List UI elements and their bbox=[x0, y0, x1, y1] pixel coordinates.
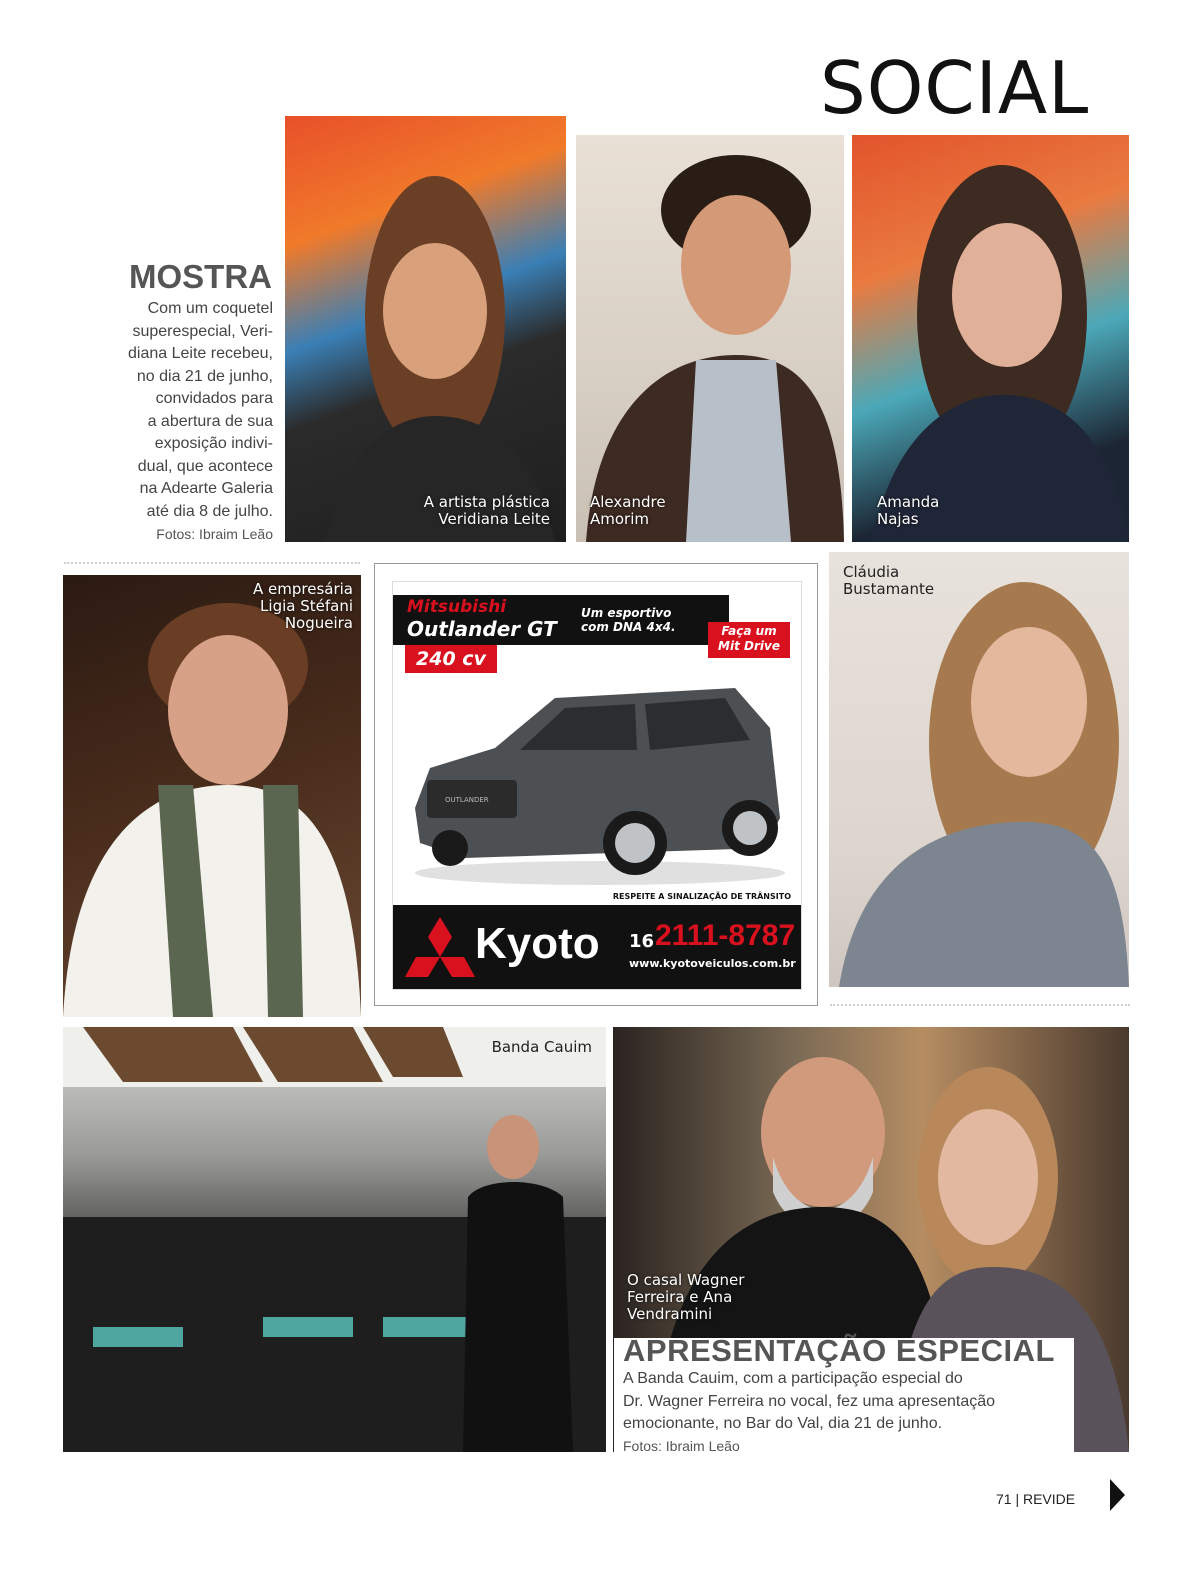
apresentacao-heading: APRESENTAÇÃO ESPECIAL bbox=[623, 1333, 1055, 1368]
ad-test-drive-badge[interactable]: Faça um Mit Drive bbox=[708, 622, 790, 658]
person-silhouette bbox=[576, 135, 844, 542]
mostra-line: dual, que acontece bbox=[137, 457, 273, 475]
ad-model-banner bbox=[393, 595, 729, 645]
ad-phone[interactable]: 2111-8787 bbox=[655, 919, 796, 952]
mostra-line: superespecial, Veri- bbox=[132, 322, 273, 340]
car-wheel-front-rim bbox=[615, 823, 655, 863]
car-illustration bbox=[405, 668, 785, 888]
mostra-line: diana Leite recebeu, bbox=[128, 345, 273, 362]
mostra-line: a abertura de sua bbox=[147, 412, 273, 430]
car-badge: OUTLANDER bbox=[445, 796, 489, 804]
caption-banda: Banda Cauim bbox=[491, 1038, 592, 1056]
mostra-body bbox=[100, 298, 273, 523]
ad-brand: Mitsubishi bbox=[407, 597, 507, 617]
apresentacao-line: emocionante, no Bar do Val, dia 21 de junho. bbox=[623, 1415, 943, 1432]
car-wheel-rear-rim bbox=[733, 811, 767, 845]
mostra-line: na Adearte Galeria bbox=[139, 480, 273, 497]
car-shadow bbox=[415, 861, 785, 885]
person-silhouette bbox=[829, 552, 1129, 987]
person-silhouette bbox=[285, 116, 566, 542]
ad-dealer-name: Kyoto bbox=[475, 919, 600, 968]
ad-model: Outlander GT bbox=[407, 617, 557, 641]
apresentacao-body bbox=[623, 1368, 1063, 1436]
photo-banda-cauim bbox=[63, 1027, 606, 1452]
caption-claudia: Cláudia Bustamante bbox=[843, 563, 935, 598]
mitsubishi-logo-icon bbox=[405, 917, 475, 977]
divider bbox=[830, 1004, 1130, 1006]
mostra-line: exposição indivi- bbox=[154, 435, 273, 452]
photo-amanda-najas bbox=[852, 135, 1129, 542]
caption-amanda: Amanda Najas bbox=[877, 493, 940, 528]
mostra-line: no dia 21 de junho, bbox=[136, 367, 273, 385]
advertisement-mitsubishi-kyoto[interactable] bbox=[374, 563, 818, 1006]
person-silhouette bbox=[63, 575, 361, 1017]
mostra-line: convidados para bbox=[155, 390, 273, 407]
caption-veridiana: A artista plástica Veridiana Leite bbox=[423, 493, 550, 528]
caption-alexandre: Alexandre Amorim bbox=[590, 493, 666, 528]
apresentacao-line: Dr. Wagner Ferreira no vocal, fez uma apresentação bbox=[623, 1392, 996, 1410]
car-wheel-left bbox=[432, 830, 468, 866]
photo-alexandre-amorim bbox=[576, 135, 844, 542]
ad-website[interactable]: www.kyotoveiculos.com.br bbox=[629, 957, 796, 970]
ad-tagline: Um esportivo com DNA 4x4. bbox=[581, 606, 676, 634]
person-silhouette bbox=[852, 135, 1129, 542]
ad-power-badge: 240 cv bbox=[405, 645, 497, 673]
caption-casal: O casal Wagner Ferreira e Ana Vendramini bbox=[627, 1271, 745, 1323]
photo-claudia-bustamante bbox=[829, 552, 1129, 987]
apresentacao-photo-credit: Fotos: Ibraim Leão bbox=[623, 1438, 740, 1454]
page-number-label: 71 | REVIDE bbox=[996, 1491, 1076, 1507]
ad-traffic-note: RESPEITE A SINALIZAÇÃO DE TRÂNSITO bbox=[612, 892, 791, 901]
ad-area-code: 16 bbox=[629, 931, 655, 952]
mostra-photo-credit: Fotos: Ibraim Leão bbox=[156, 526, 273, 542]
next-page-arrow-icon[interactable] bbox=[1110, 1479, 1125, 1511]
mostra-line: até dia 8 de julho. bbox=[146, 502, 273, 520]
caption-ligia: A empresária Ligia Stéfani Nogueira bbox=[253, 580, 353, 632]
photo-veridiana-leite bbox=[285, 116, 566, 542]
ad-inner-frame bbox=[392, 581, 802, 990]
mostra-heading: MOSTRA bbox=[129, 258, 272, 295]
apresentacao-line: A Banda Cauim, com a participação especial do bbox=[623, 1370, 963, 1387]
band-scene bbox=[63, 1027, 606, 1452]
mostra-line: Com um coquetel bbox=[147, 300, 273, 317]
ad-dealer-banner bbox=[393, 905, 801, 989]
divider bbox=[64, 562, 360, 564]
photo-ligia-stefani-nogueira bbox=[63, 575, 361, 1017]
section-title: SOCIAL bbox=[820, 46, 1090, 130]
